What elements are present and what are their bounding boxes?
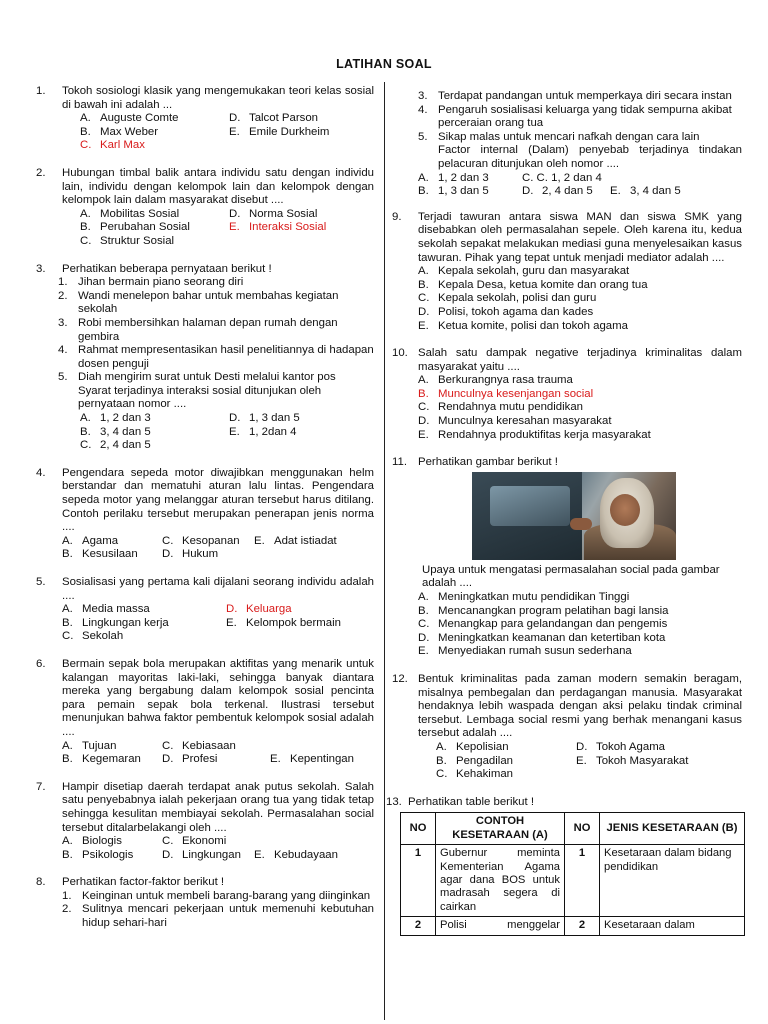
header-jenis-kesetaraan: JENIS KESETARAAN (B)	[600, 813, 745, 845]
left-column	[36, 85, 374, 931]
option-a[interactable]: A. 1, 2 dan 3	[418, 171, 489, 184]
statement-item: 3. Robi membersihkan halaman depan rumah dengan gembira	[58, 316, 338, 343]
answer-options	[62, 835, 374, 862]
right-column	[386, 90, 742, 936]
option-d[interactable]: D. Norma Sosial	[229, 207, 318, 220]
question-stem: Perhatikan table berikut !	[408, 795, 535, 808]
question-10	[392, 347, 742, 442]
option-e[interactable]: E. Kelompok bermain	[226, 616, 341, 629]
page-title: LATIHAN SOAL	[336, 57, 432, 71]
question-3	[36, 263, 374, 453]
question-5	[36, 576, 374, 644]
statement-item: 3. Terdapat pandangan untuk memperkaya diri secara instan	[418, 90, 732, 102]
option-b[interactable]: B. Kegemaran	[62, 753, 141, 766]
question-prompt: Syarat terjadinya interaksi sosial ditunjukan oleh pernyataan nomor ....	[78, 384, 322, 411]
cell-no-b: 2	[565, 917, 600, 935]
option-a[interactable]: A. 1, 2 dan 3	[80, 412, 151, 425]
option-blank	[254, 835, 374, 849]
cell-no-a: 1	[401, 845, 436, 917]
question-stem: Bentuk kriminalitas pada zaman modern semakin beragam, misalnya pembegalan dan perdagangan manusia. Masyarakat hendaknya lebih waspada dengan aksi pelaku tindak criminal tersebut. Lembaga social resmi yang berhak menangani kasus tersebut adalah ....	[418, 673, 742, 740]
question-7	[36, 781, 374, 863]
cell-no-a: 2	[401, 917, 436, 935]
option-e-highlighted[interactable]: E. Interaksi Sosial	[229, 221, 327, 234]
option-e[interactable]: E. 1, 2dan 4	[229, 425, 297, 438]
question-number: 7.	[36, 780, 46, 793]
beggar-photo	[472, 472, 676, 560]
statement-item: 4. Pengaruh sosialisasi keluarga yang tidak sempurna akibat perceraian orang tua	[418, 103, 732, 130]
statement-list	[418, 90, 742, 144]
option-blank	[256, 740, 374, 754]
option-d[interactable]: D. Polisi, tokoh agama dan kades	[418, 305, 594, 318]
statement-item: 1. Keinginan untuk membeli barang-barang yang diinginkan	[62, 889, 371, 902]
question-stem: Hampir disetiap daerah terdapat anak putus sekolah. Salah satu penyebabnya ialah pekerjaan orang tua yang tidak tetap sehingga kesulitan membiayai sekolah. Permasalahan social tersebut ditalarbelakangi oleh ....	[62, 780, 374, 834]
option-d-highlighted[interactable]: D. Keluarga	[226, 603, 292, 616]
question-number: 5.	[36, 576, 46, 588]
option-b[interactable]: B. Kesusilaan	[62, 548, 138, 561]
question-4	[36, 467, 374, 562]
column-divider	[384, 82, 385, 1020]
option-d[interactable]: D. 2, 4 dan 5	[522, 185, 593, 198]
option-b[interactable]: B. Pengadilan	[436, 754, 514, 767]
option-d[interactable]: D. Lingkungan	[162, 848, 241, 861]
option-c[interactable]: C. Sekolah	[62, 630, 124, 643]
answer-options	[62, 740, 374, 767]
question-number: 13.	[386, 795, 402, 808]
header-no-a: NO	[401, 813, 436, 845]
option-c[interactable]: C. Kehakiman	[436, 768, 513, 781]
question-stem: Pengendara sepeda motor diwajibkan menggunakan helm berstandar dan mematuhi aturan lalu lintas. Pengendara sepeda motor yang melanggar aturan tersebut harus ditilang. Contoh perilaku tersebut merupakan penerapan jenis norma ....	[62, 466, 374, 534]
option-e[interactable]: E. 3, 4 dan 5	[610, 185, 681, 198]
option-a[interactable]: A. Auguste Comte	[80, 112, 179, 125]
question-1	[36, 85, 374, 153]
option-b-highlighted[interactable]: B. Munculnya kesenjangan social	[418, 387, 594, 400]
question-8	[36, 876, 374, 930]
cell-contoh: Polisi menggelar	[436, 917, 565, 935]
question-number: 4.	[36, 466, 46, 479]
option-b[interactable]: B. Perubahan Sosial	[80, 221, 190, 234]
statement-item: 5. Diah mengirim surat untuk Desti melalui kantor pos	[58, 371, 336, 384]
cell-contoh: Gubernur meminta Kementerian Agama agar dana BOS untuk madrasah segera di cairkan	[436, 845, 565, 917]
question-stem: Hubungan timbal balik antara individu satu dengan individu lain, individu dengan kelompok lain dan kelompok dengan kelompok lain dalam masyarakat disebut ....	[62, 166, 374, 207]
question-prompt: Factor internal (Dalam) penyebab terjadinya tindakan pelacuran ditunjukan oleh nomor ....	[438, 144, 742, 170]
option-d[interactable]: D. 1, 3 dan 5	[229, 412, 300, 425]
question-number: 1.	[36, 85, 46, 97]
equality-table	[400, 812, 745, 935]
option-a[interactable]: A. Kepolisian	[436, 740, 509, 753]
question-9	[392, 211, 742, 333]
option-c[interactable]: C. Rendahnya mutu pendidikan	[418, 401, 584, 414]
question-6	[36, 658, 374, 767]
option-c-highlighted[interactable]: C. Karl Max	[80, 139, 145, 152]
option-b[interactable]: B. Kepala Desa, ketua komite dan orang tua	[418, 278, 648, 291]
answer-options	[62, 412, 374, 453]
option-c[interactable]: C. C. 1, 2 dan 4	[522, 171, 602, 184]
option-a[interactable]: A. Mobilitas Sosial	[80, 207, 180, 220]
option-c[interactable]: C. 2, 4 dan 5	[80, 439, 151, 452]
answer-options	[418, 172, 742, 199]
question-number: 12.	[392, 673, 408, 685]
option-d[interactable]: D. Profesi	[162, 753, 218, 766]
question-number: 6.	[36, 657, 46, 670]
table-row	[401, 845, 745, 917]
option-b[interactable]: B. 3, 4 dan 5	[80, 425, 151, 438]
answer-options	[418, 591, 742, 659]
option-c[interactable]: C. Kebiasaan	[162, 739, 236, 752]
option-blank	[610, 172, 742, 186]
question-stem: Bermain sepak bola merupakan aktifitas yang menarik untuk kalangan mayoritas laki-laki, sehingga banyak diantara mereka yang bergabung dalam kelompok sosial pencinta para pemain sepak bola terkenal. Ilustrasi tersebut menunjukan bahwa faktor pembentuk kelompok sosial adalah ....	[62, 657, 374, 738]
option-c[interactable]: C. Kesopanan	[162, 534, 240, 547]
option-b[interactable]: B. Mencanangkan program pelatihan bagi lansia	[418, 604, 669, 617]
option-d[interactable]: D. Meningkatkan keamanan dan ketertiban kota	[418, 631, 666, 644]
question-number: 2.	[36, 166, 46, 179]
statement-item: 2. Wandi menelepon bahar untuk membahas kegiatan sekolah	[58, 289, 339, 316]
statement-list	[58, 276, 374, 385]
option-a[interactable]: A. Kepala sekolah, guru dan masyarakat	[418, 265, 630, 278]
option-e[interactable]: E. Rendahnya produktifitas kerja masyarakat	[418, 428, 651, 441]
option-b[interactable]: B. Lingkungan kerja	[62, 616, 169, 629]
question-2	[36, 167, 374, 249]
option-d[interactable]: D. Tokoh Agama	[576, 740, 666, 753]
question-8-continued	[392, 90, 742, 199]
answer-options	[62, 535, 374, 562]
option-b[interactable]: B. 1, 3 dan 5	[418, 185, 489, 198]
question-number: 10.	[392, 347, 408, 360]
question-stem: Salah satu dampak negative terjadinya kriminalitas dalam masyarakat yaitu ....	[418, 347, 742, 373]
table-header-row	[401, 813, 745, 845]
question-number: 3.	[36, 262, 46, 275]
option-c[interactable]: C. Struktur Sosial	[80, 234, 175, 247]
option-e[interactable]: E. Kebudayaan	[254, 848, 338, 861]
option-b[interactable]: B. Psikologis	[62, 848, 134, 861]
question-stem: Perhatikan beberapa pernyataan berikut !	[62, 262, 272, 275]
question-stem: Perhatikan gambar berikut !	[418, 456, 558, 469]
cell-jenis: Kesetaraan dalam bidang pendidikan	[600, 845, 745, 917]
question-number: 11.	[392, 456, 407, 469]
question-stem: Perhatikan factor-faktor berikut !	[62, 876, 225, 889]
question-stem: Terjadi tawuran antara siswa MAN dan siswa SMK yang disebabkan oleh permasalahan sepele. Oleh karena itu, kedua sekolah sepakat melakukan mediasi guna menyelesaikan kasus tawuran. Pihak yang tepat untuk menjadi mediator adalah ....	[418, 210, 742, 264]
question-stem: Tokoh sosiologi klasik yang mengemukakan teori kelas sosial di bawah ini adalah ...	[62, 85, 374, 111]
option-e[interactable]: E. Menyediakan rumah susun sederhana	[418, 645, 632, 658]
option-c[interactable]: C. Kepala sekolah, polisi dan guru	[418, 292, 597, 305]
answer-options	[418, 265, 742, 333]
option-a[interactable]: A. Agama	[62, 534, 119, 547]
table-row	[401, 917, 745, 935]
question-stem: Sosialisasi yang pertama kali dijalani seorang individu adalah ....	[62, 576, 374, 602]
statement-item: 1. Jihan bermain piano seorang diri	[58, 276, 244, 289]
option-e[interactable]: E. Kepentingan	[270, 753, 354, 766]
question-12	[392, 673, 742, 782]
option-a[interactable]: A. Berkurangnya rasa trauma	[418, 374, 573, 387]
option-c[interactable]: C. Menangkap para gelandangan dan pengemis	[418, 618, 668, 631]
option-a[interactable]: A. Tujuan	[62, 739, 117, 752]
option-b[interactable]: B. Max Weber	[80, 125, 159, 138]
answer-options	[62, 112, 374, 153]
option-a[interactable]: A. Meningkatkan mutu pendidikan Tinggi	[418, 591, 630, 604]
cell-no-b: 1	[565, 845, 600, 917]
option-d[interactable]: D. Talcot Parson	[229, 112, 319, 125]
option-a[interactable]: A. Media massa	[62, 603, 150, 616]
option-d[interactable]: D. Hukum	[162, 548, 219, 561]
answer-options	[62, 603, 374, 644]
option-d[interactable]: D. Munculnya keresahan masyarakat	[418, 415, 612, 428]
answer-options	[418, 374, 742, 442]
cell-jenis: Kesetaraan dalam	[600, 917, 745, 935]
statement-item: 2. Sulitnya mencari pekerjaan untuk memenuhi kebutuhan hidup sehari-hari	[62, 903, 374, 930]
question-11	[392, 456, 742, 659]
option-e[interactable]: E. Ketua komite, polisi dan tokoh agama	[418, 319, 628, 332]
header-no-b: NO	[565, 813, 600, 845]
question-number: 8.	[36, 876, 46, 889]
option-c[interactable]: C. Ekonomi	[162, 835, 227, 848]
question-number: 9.	[392, 210, 402, 223]
option-a[interactable]: A. Biologis	[62, 835, 122, 848]
header-contoh-kesetaraan: CONTOH KESETARAAN (A)	[436, 813, 565, 845]
answer-options	[418, 741, 742, 782]
statement-item: 5. Sikap malas untuk mencari nafkah dengan cara lain	[418, 130, 700, 143]
statement-item: 4. Rahmat mempresentasikan hasil penelitiannya di hadapan dosen penguji	[58, 344, 374, 370]
option-e[interactable]: E. Adat istiadat	[254, 534, 337, 547]
question-13	[386, 796, 742, 936]
answer-options	[62, 208, 374, 249]
option-e[interactable]: E. Emile Durkheim	[229, 125, 330, 138]
question-prompt: Upaya untuk mengatasi permasalahan social pada gambar adalah ....	[422, 563, 720, 590]
option-e[interactable]: E. Tokoh Masyarakat	[576, 754, 689, 767]
statement-list	[62, 890, 374, 931]
